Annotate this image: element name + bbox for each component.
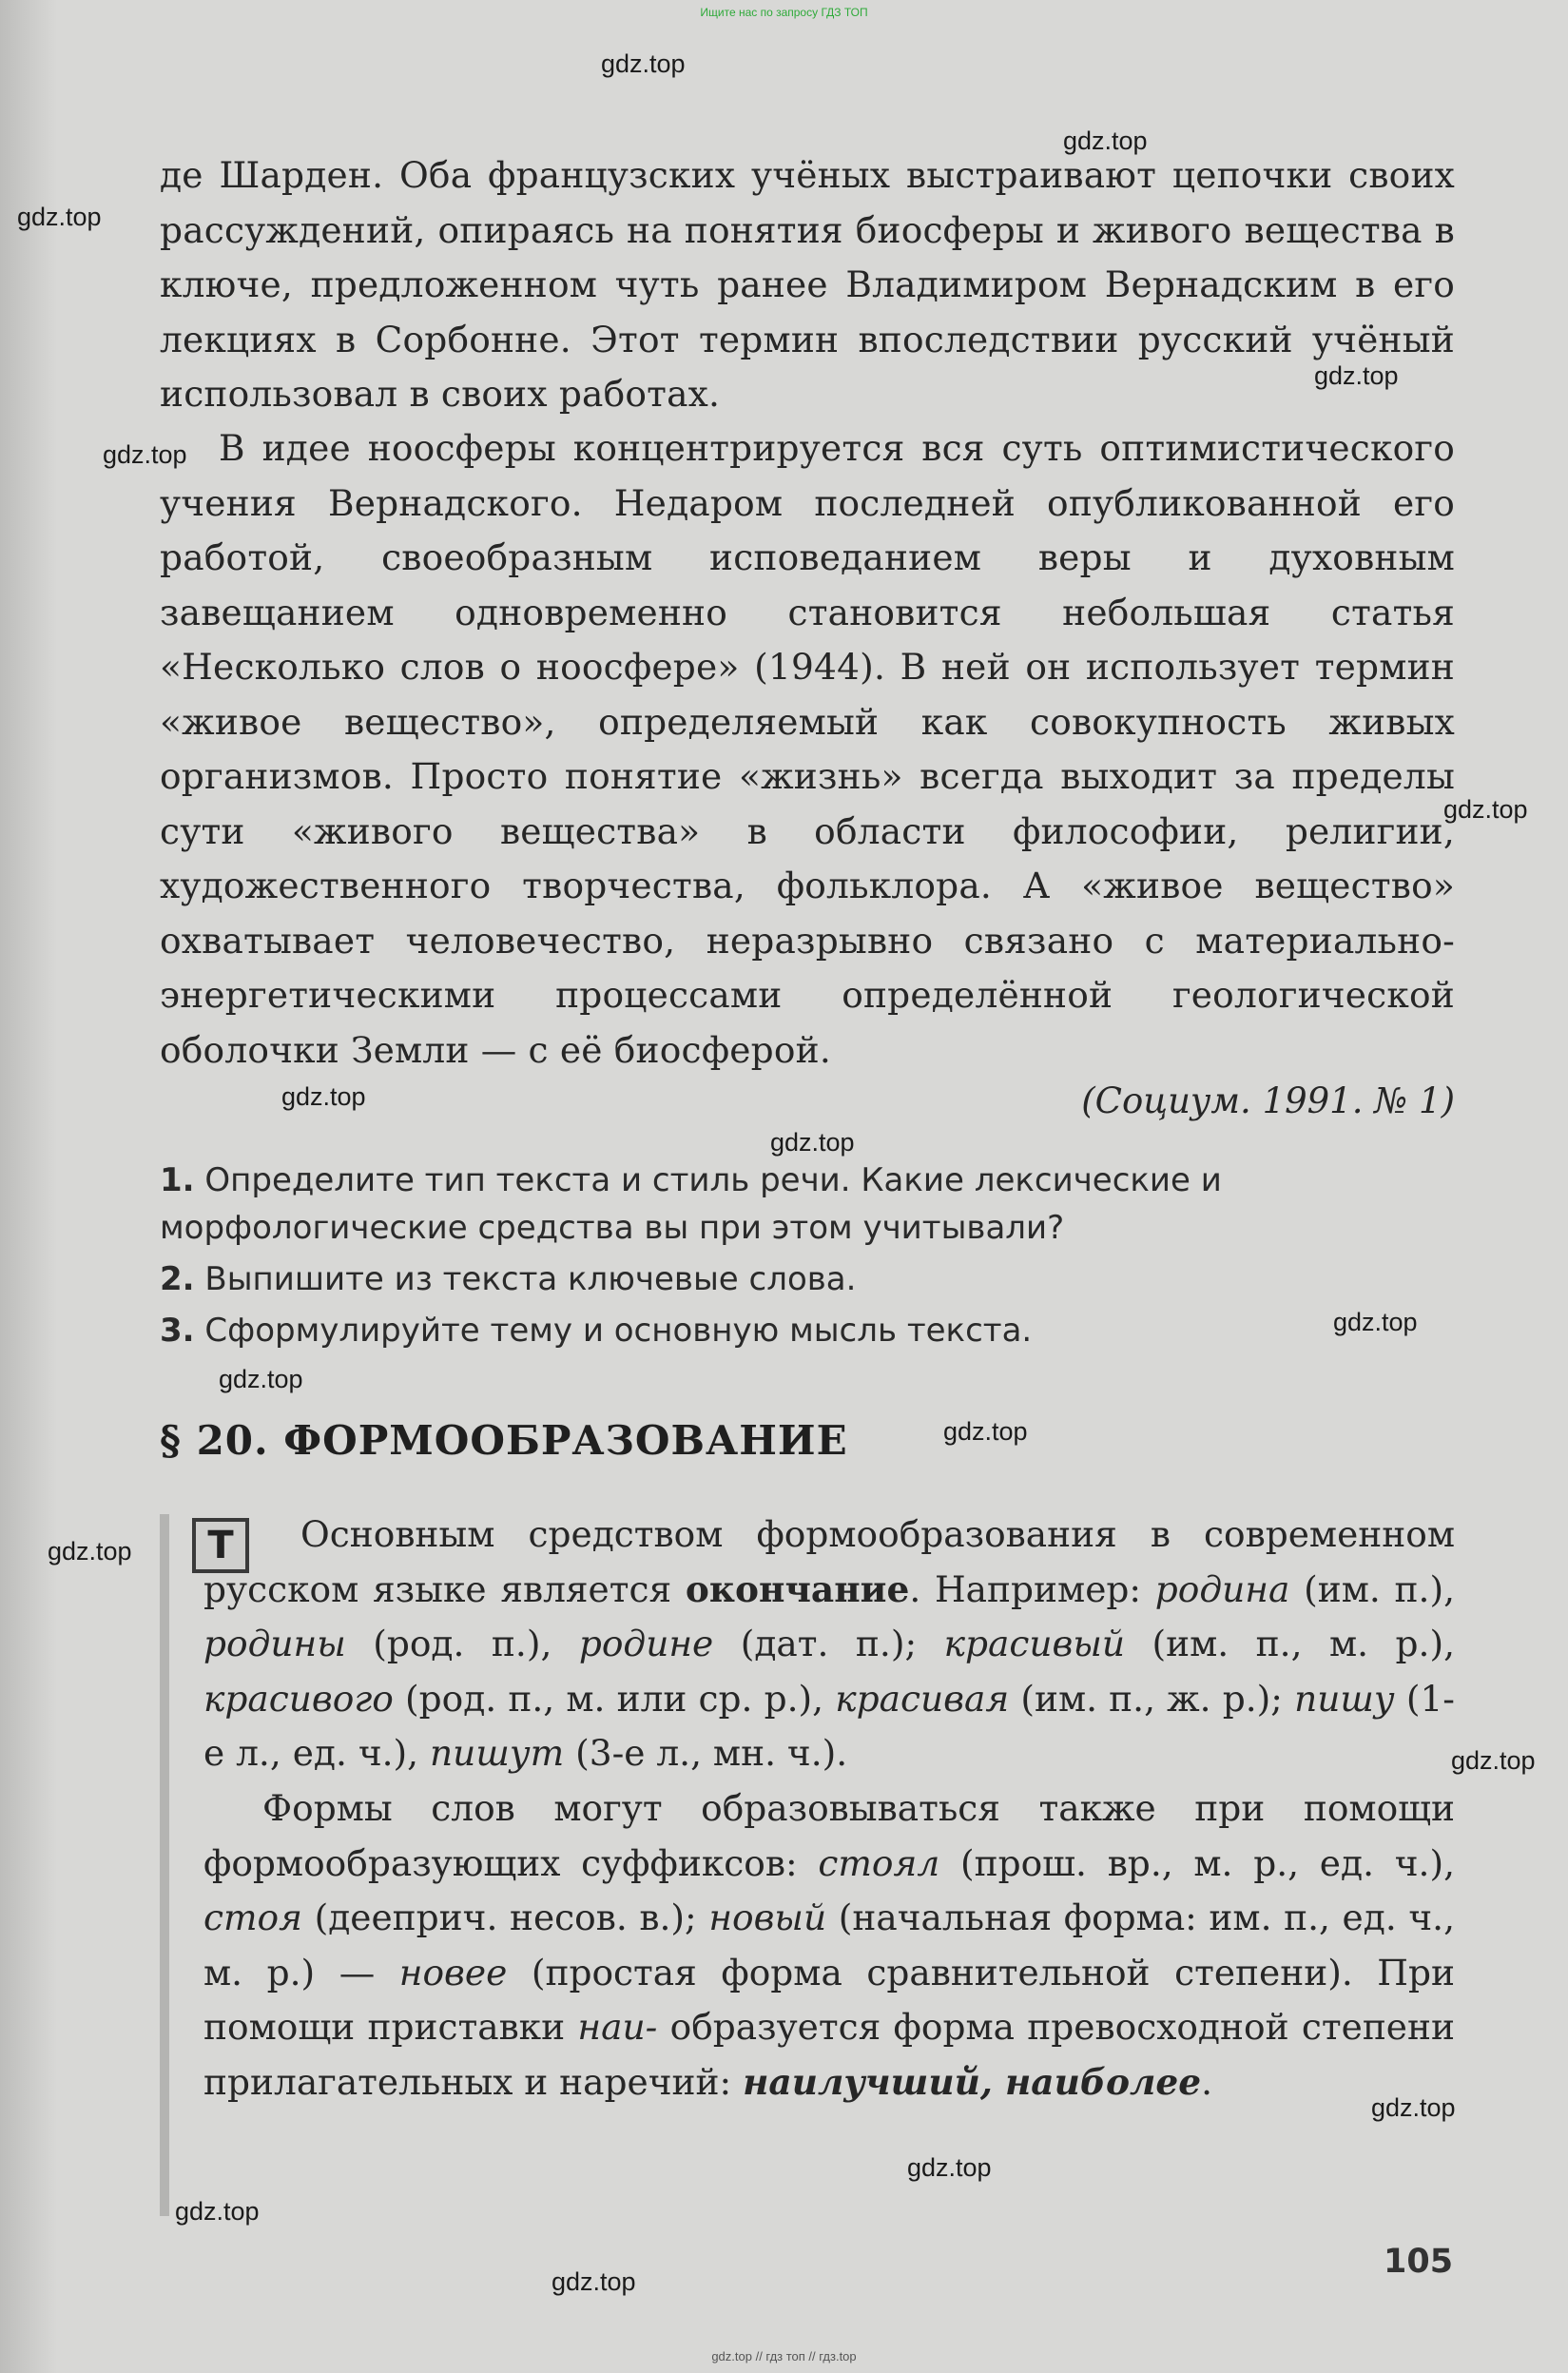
watermark: gdz.top	[1314, 361, 1399, 390]
theory-marker-icon: Т	[192, 1518, 249, 1573]
question-text: Определите тип текста и стиль речи. Какие лексические и морфологические средства вы при этом учитывали?	[160, 1161, 1222, 1247]
watermark: gdz.top	[1063, 126, 1148, 155]
question-text: Сформулируйте тему и основную мысль текста.	[204, 1312, 1033, 1350]
watermark: gdz.top	[1371, 2093, 1456, 2122]
watermark: gdz.top	[103, 440, 187, 469]
watermark: gdz.top	[48, 1537, 132, 1566]
page-number: 105	[1384, 2243, 1454, 2281]
question-number: 1.	[160, 1161, 195, 1199]
question-number: 2.	[160, 1260, 195, 1298]
watermark: gdz.top	[17, 203, 102, 231]
question-item	[160, 1307, 1455, 1354]
watermark: gdz.top	[1451, 1746, 1536, 1775]
top-banner: Ищите нас по запросу ГДЗ ТОП	[700, 6, 868, 19]
watermark: gdz.top	[907, 2153, 992, 2182]
paragraph: де Шарден. Оба французских учёных выстраивают цепочки своих рассуждений, опираясь на понятия биосферы и живого вещества в ключе, предложенном чуть ранее Владимиром Вернадским в его лекциях в Сорбонне. Этот термин впоследствии русский учёный использовал в своих работах.	[160, 154, 1455, 415]
watermark: gdz.top	[552, 2267, 636, 2296]
watermark: gdz.top	[770, 1128, 855, 1157]
question-number: 3.	[160, 1312, 195, 1350]
watermark: gdz.top	[175, 2197, 260, 2226]
watermark: gdz.top	[281, 1082, 366, 1111]
watermark: gdz.top	[943, 1417, 1028, 1446]
bottom-banner: gdz.top // гдз топ // гдз.top	[711, 2349, 857, 2363]
section-title: § 20. ФОРМООБРАЗОВАНИЕ	[160, 1417, 848, 1464]
watermark: gdz.top	[1333, 1308, 1418, 1336]
question-item	[160, 1157, 1455, 1252]
paragraph: В идее ноосферы концентрируется вся суть оптимистического учения Вернадского. Недаром последней опубликованной его работой, своеобразным исповеданием веры и духовным завещанием одновременно становится небольшая статья «Несколько слов о ноосфере» (1944). В ней он использует термин «живое вещество», определяемый как совокупность живых организмов. Просто понятие «жизнь» всегда выходит за пределы сути «живого вещества» в области философии, религии, художественного творчества, фольклора. А «живое вещество» охватывает человечество, неразрывно связано с материально-энергетическими процессами определённой геологической оболочки Земли — с её биосферой.	[160, 427, 1455, 1071]
watermark: gdz.top	[601, 49, 686, 78]
theory-sidebar-bar	[160, 1514, 169, 2216]
page-edge-shadow	[0, 0, 57, 2373]
watermark: gdz.top	[1443, 795, 1528, 824]
question-item	[160, 1255, 1455, 1303]
theory-paragraph: Формы слов могут образовываться также при помощи формообразующих суффиксов: стоял (прош. вр., м. р., ед. ч.), стоя (дееприч. несов. в.); новый (начальная форма: им. п., ед. ч., м. р.) — новее (простая форма сравнительной степени). При помощи приставки наи- образуется форма превосходной степени прилагательных и наречий: наилучший, наиболее.	[203, 1787, 1456, 2103]
source-citation: (Социум. 1991. № 1)	[1081, 1080, 1455, 1121]
watermark: gdz.top	[219, 1365, 303, 1393]
question-text: Выпишите из текста ключевые слова.	[204, 1260, 857, 1298]
theory-paragraph: Основным средством формообразования в современном русском языке является окончание. Например: родина (им. п.), родины (род. п.), родине (дат. п.); красивый (им. п., м. р.), красивого (род. п., м. или ср. р.), красивая (им. п., ж. р.); пишу (1-е л., ед. ч.), пишут (3-е л., мн. ч.).	[203, 1513, 1455, 1774]
